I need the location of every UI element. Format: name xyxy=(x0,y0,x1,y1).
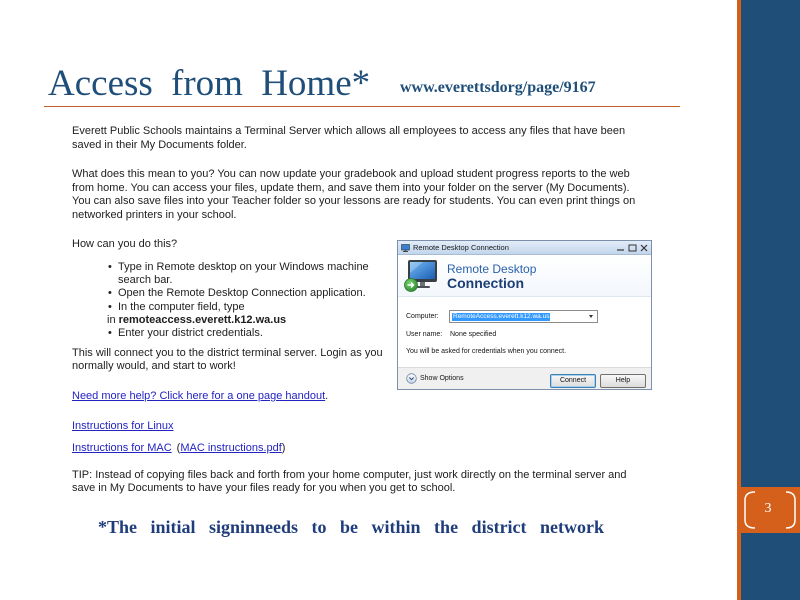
slide-number: 3 xyxy=(764,501,772,516)
text-line: networked printers in your school. xyxy=(72,208,237,221)
close-icon xyxy=(641,245,647,251)
dialog-titlebar xyxy=(398,241,651,255)
text-line: This will connect you to the district terminal server. Login as you xyxy=(72,347,383,359)
text-line: How can you do this? xyxy=(72,238,178,250)
text-line: TIP: Instead of copying files back and forth from your home computer, just work directly on the terminal server and xyxy=(72,469,627,481)
mac-instructions-link: Instructions for MAC xyxy=(72,442,172,454)
text-line: You can also save files into your Teacher folder so your lessons are ready for students. You can even print things on xyxy=(72,195,636,207)
text-line: What does this mean to you? You can now update your gradebook and upload student progress reports to the web xyxy=(72,168,630,180)
mac-line-row xyxy=(72,442,285,455)
list-item-continuation xyxy=(70,314,400,327)
computer-label: Computer: xyxy=(406,313,439,320)
text-line: save in My Documents to have your files ready for you when you get to school. xyxy=(72,482,456,495)
list-item-continuation: search bar. xyxy=(118,274,173,287)
list-item: • Type in Remote desktop on your Windows machine xyxy=(70,261,400,274)
remote-desktop-monitor-icon xyxy=(403,259,439,293)
step-prefix: in xyxy=(107,313,119,326)
help-line xyxy=(72,390,328,403)
connect-paragraph xyxy=(72,347,383,373)
dialog-heading-line2: Connection xyxy=(447,275,524,291)
how-heading xyxy=(72,238,177,252)
linux-line-row xyxy=(72,420,174,433)
window-controls xyxy=(615,241,649,255)
text-line: saved in their My Documents folder. xyxy=(72,138,247,151)
dialog-header xyxy=(398,255,651,297)
maximize-icon xyxy=(629,245,636,251)
tip-paragraph xyxy=(72,469,627,495)
slide-title: Access from Home* xyxy=(48,63,371,104)
text-line: Everett Public Schools maintains a Terminal Server which allows all employees to access any files that have been xyxy=(72,125,626,137)
slide-number-badge xyxy=(737,487,800,533)
chevron-down-circle-icon xyxy=(406,373,417,384)
list-item: • Enter your district credentials. xyxy=(70,327,400,340)
paren-close: ) xyxy=(281,442,286,454)
server-address: remoteaccess.everett.k12.wa.us xyxy=(118,313,287,326)
steps-list xyxy=(70,261,400,340)
help-handout-link: Need more help? Click here for a one page handout xyxy=(72,390,326,402)
footnote: *The initial signinneeds to be within the district network xyxy=(98,517,605,537)
username-value: None specified xyxy=(450,331,497,338)
username-label: User name: xyxy=(406,331,443,338)
dialog-title: Remote Desktop Connection xyxy=(413,243,509,252)
mac-line xyxy=(72,442,285,455)
dialog-footer xyxy=(398,367,651,389)
chevron-down-icon xyxy=(589,315,593,318)
title-underline xyxy=(44,106,680,107)
linux-line xyxy=(72,420,174,433)
computer-combobox xyxy=(449,310,598,323)
remote-desktop-dialog-screenshot xyxy=(397,240,652,390)
list-item: • Open the Remote Desktop Connection application. xyxy=(70,287,400,300)
list-item: • In the computer field, type xyxy=(70,301,400,314)
help-link-period: . xyxy=(325,390,329,402)
computer-value: RemoteAccess.everett.k12.wa.us xyxy=(453,313,550,320)
credentials-note: You will be asked for credentials when you connect. xyxy=(406,348,567,355)
reference-url: www.everettsdorg/page/9167 xyxy=(400,79,596,96)
remote-desktop-icon xyxy=(401,244,410,252)
intro-paragraph xyxy=(72,125,625,152)
meaning-paragraph xyxy=(72,168,635,222)
show-options-label: Show Options xyxy=(420,375,464,382)
paren-open: ( xyxy=(176,442,181,454)
text-line: normally would, and start to work! xyxy=(72,360,236,373)
linux-instructions-link: Instructions for Linux xyxy=(72,420,174,432)
text-line: from home. You can access your files, update them, and save them into your folder on the server (My Documents). xyxy=(72,181,630,194)
mac-pdf-link: MAC instructions.pdf xyxy=(180,442,282,454)
help-line-row xyxy=(72,390,328,403)
connect-button: Connect xyxy=(550,374,596,388)
dialog-heading-line1: Remote Desktop xyxy=(447,262,537,276)
help-button: Help xyxy=(600,374,646,388)
